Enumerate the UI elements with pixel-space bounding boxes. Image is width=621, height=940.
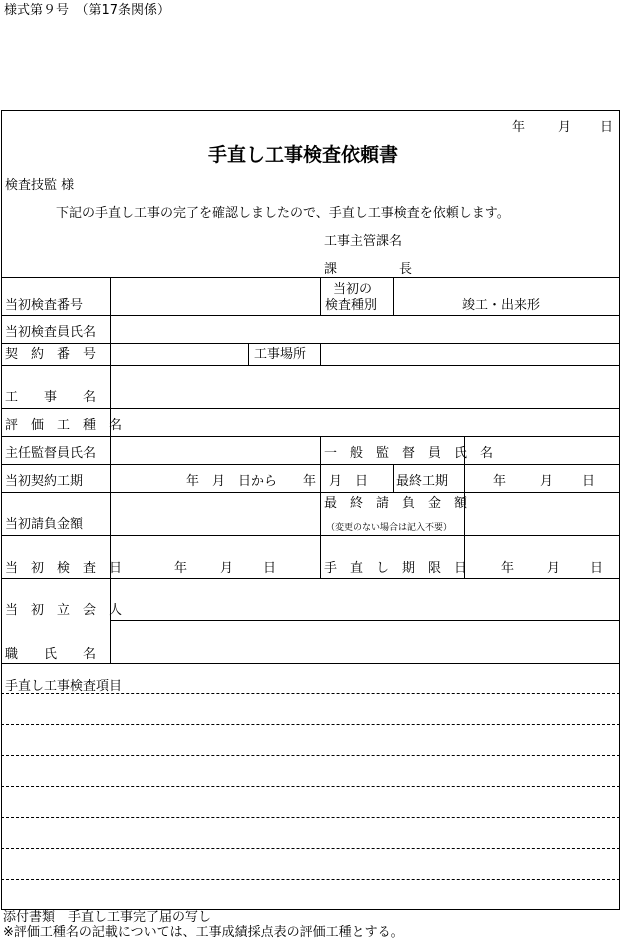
inspection-date-year: 年 bbox=[174, 561, 188, 576]
column-rule bbox=[393, 277, 394, 315]
document-title: 手直し工事検査依頼書 bbox=[208, 144, 399, 166]
row-rule bbox=[1, 436, 620, 437]
row-rule bbox=[1, 277, 620, 278]
item-dashed-line bbox=[1, 879, 620, 880]
request-text: 下記の手直し工事の完了を確認しましたので、手直し工事検査を依頼します。 bbox=[56, 206, 510, 221]
row-rule bbox=[1, 535, 620, 536]
column-rule bbox=[320, 436, 321, 578]
final-period-month: 月 bbox=[540, 474, 554, 489]
deadline-day: 日 bbox=[590, 561, 604, 576]
item-dashed-line bbox=[1, 817, 620, 818]
initial-contract-amount-label: 当初請負金額 bbox=[5, 517, 84, 532]
column-rule bbox=[320, 277, 321, 315]
contract-period-text: 年 月 日から 年 月 日 bbox=[186, 474, 369, 489]
section-chief-label-a: 課 bbox=[324, 262, 338, 277]
item-dashed-line bbox=[1, 693, 620, 694]
repair-deadline-label: 手 直 し 期 限 日 bbox=[324, 561, 468, 576]
initial-inspection-date-label: 当 初 検 査 日 bbox=[5, 561, 123, 576]
final-period-year: 年 bbox=[493, 474, 507, 489]
initial-inspection-number-label: 当初検査番号 bbox=[5, 298, 84, 313]
row-rule bbox=[1, 408, 620, 409]
row-rule bbox=[110, 620, 620, 621]
item-dashed-line bbox=[1, 724, 620, 725]
form-frame bbox=[1, 110, 620, 910]
inspection-items-label: 手直し工事検査項目 bbox=[5, 679, 123, 694]
deadline-year: 年 bbox=[501, 561, 515, 576]
column-rule bbox=[320, 343, 321, 365]
initial-inspection-type-label-b: 検査種別 bbox=[325, 298, 378, 313]
position-name-label: 職 氏 名 bbox=[5, 647, 97, 662]
final-period-label: 最終工期 bbox=[396, 474, 449, 489]
initial-inspection-type-label-a: 当初の bbox=[333, 282, 373, 297]
row-rule bbox=[1, 578, 620, 579]
final-contract-amount-label: 最 終 請 負 金 額 bbox=[324, 496, 468, 511]
work-name-label: 工 事 名 bbox=[5, 390, 97, 405]
date-year-label: 年 bbox=[512, 120, 526, 135]
work-site-label: 工事場所 bbox=[254, 347, 307, 362]
section-chief-label-b: 長 bbox=[399, 262, 413, 277]
row-rule bbox=[1, 365, 620, 366]
row-rule bbox=[1, 492, 620, 493]
initial-inspector-name-label: 当初検査員氏名 bbox=[5, 325, 97, 340]
row-rule bbox=[1, 315, 620, 316]
column-rule bbox=[393, 464, 394, 492]
item-dashed-line bbox=[1, 848, 620, 849]
initial-witness-label: 当 初 立 会 人 bbox=[5, 603, 123, 618]
date-day-label: 日 bbox=[600, 120, 614, 135]
row-rule bbox=[1, 464, 620, 465]
evaluation-work-type-label: 評 価 工 種 名 bbox=[5, 418, 123, 433]
chief-supervisor-label: 主任監督員氏名 bbox=[5, 446, 97, 461]
form-number: 様式第９号 （第17条関係） bbox=[4, 3, 171, 18]
column-rule bbox=[248, 343, 249, 365]
final-amount-note: （変更のない場合は記入不要） bbox=[326, 523, 453, 533]
date-month-label: 月 bbox=[558, 120, 572, 135]
inspection-date-month: 月 bbox=[220, 561, 234, 576]
initial-contract-period-label: 当初契約工期 bbox=[5, 474, 84, 489]
item-dashed-line bbox=[1, 755, 620, 756]
initial-inspection-type-value: 竣工・出来形 bbox=[462, 298, 541, 313]
department-name-label: 工事主管課名 bbox=[324, 234, 403, 249]
item-dashed-line bbox=[1, 786, 620, 787]
contract-number-label: 契 約 番 号 bbox=[5, 347, 97, 362]
general-supervisor-label: 一 般 監 督 員 氏 名 bbox=[324, 446, 494, 461]
evaluation-note: ※評価工種名の記載については、工事成績採点表の評価工種とする。 bbox=[3, 925, 404, 940]
row-rule bbox=[1, 663, 620, 664]
final-period-day: 日 bbox=[582, 474, 596, 489]
inspection-date-day: 日 bbox=[263, 561, 277, 576]
row-rule bbox=[1, 343, 620, 344]
addressee: 検査技監 様 bbox=[5, 178, 75, 193]
attachment-note: 添付書類 手直し工事完了届の写し bbox=[3, 910, 212, 925]
deadline-month: 月 bbox=[547, 561, 561, 576]
